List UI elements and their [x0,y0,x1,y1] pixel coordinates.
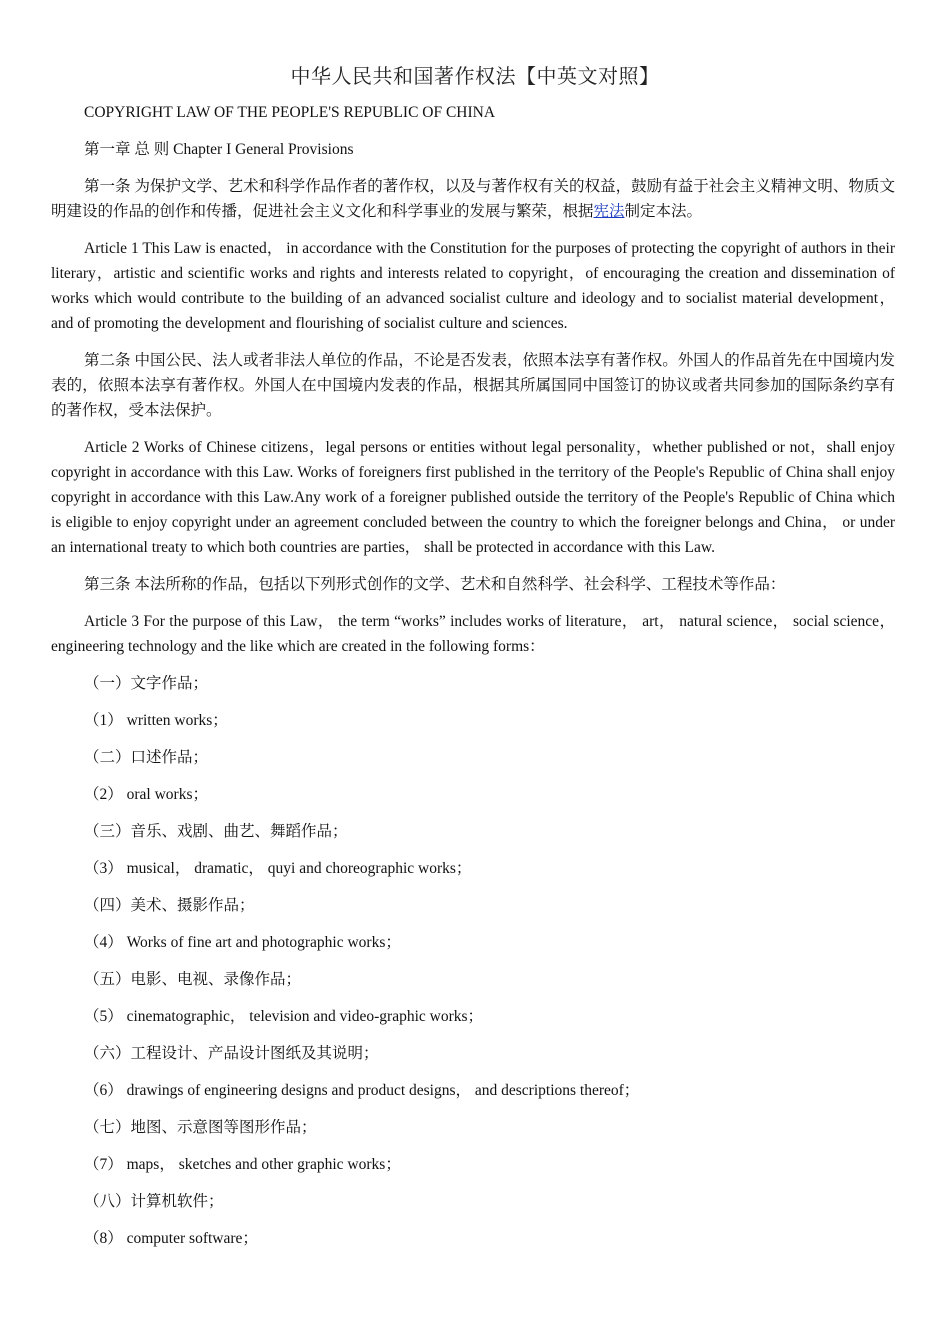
article-3-english: Article 3 For the purpose of this Law， the term “works” includes works of literature， art， natural science， social science， engineering technology and the like which are created in the following forms： [51,613,895,655]
english-title: COPYRIGHT LAW OF THE PEOPLE'S REPUBLIC OF CHINA [84,104,496,121]
article-2-chinese: 第二条 中国公民、法人或者非法人单位的作品，不论是否发表，依照本法享有著作权。外国人的作品首先在中国境内发表的，依照本法享有著作权。外国人在中国境内发表的作品，根据其所属国同中国签订的协议或者共同参加的国际条约享有的著作权，受本法保护。 [51,352,895,419]
list-item: （七）地图、示意图等图形作品； [84,1119,317,1136]
list-item: （6） drawings of engineering designs and product designs， and descriptions thereof； [84,1082,640,1099]
list-item: （4） Works of fine art and photographic works； [84,934,401,951]
list-item: （3） musical， dramatic， quyi and choreographic works； [84,860,472,877]
list-item: （一）文字作品； [84,675,209,692]
constitution-link[interactable]: 宪法 [593,203,625,220]
article-3-chinese: 第三条 本法所称的作品，包括以下列形式创作的文学、艺术和自然科学、社会科学、工程技术等作品： [84,576,786,593]
list-item: （二）口述作品； [84,749,209,766]
list-item: （1） written works； [84,712,228,729]
article-1-chinese [51,174,895,224]
list-item: （5） cinematographic， television and video-graphic works； [84,1008,484,1025]
list-item: （五）电影、电视、录像作品； [84,971,302,988]
article-2-english: Article 2 Works of Chinese citizens，legal persons or entities without legal personality，whether published or not，shall enjoy copyright in accordance with this Law. Works of foreigners first published in the territory of the People's Republic of China shall enjoy copyright in accordance with this Law.Any work of a foreigner published outside the territory of the People's Republic of China which is eligible to enjoy copyright under an agreement concluded between the country to which the foreigner belongs and China， or under an international treaty to which both countries are parties， shall be protected in accordance with this Law. [51,439,895,556]
list-item: （八）计算机软件； [84,1193,224,1210]
article-1-english: Article 1 This Law is enacted， in accordance with the Constitution for the purposes of protecting the copyright of authors in their literary，artistic and scientific works and rights and interests related to copyright，of encouraging the creation and dissemination of works which would contribute to the building of an advanced socialist culture and ideology and to socialist material development， and of promoting the development and flourishing of socialist culture and sciences. [51,240,895,332]
document-body [51,100,895,1263]
list-item: （三）音乐、戏剧、曲艺、舞蹈作品； [84,823,348,840]
chapter-heading: 第一章 总 则 Chapter I General Provisions [84,141,354,158]
list-item: （8） computer software； [84,1230,258,1247]
article-1-chinese-text-before: 第一条 为保护文学、艺术和科学作品作者的著作权，以及与著作权有关的权益，鼓励有益于社会主义精神文明、物质文明建设的作品的创作和传播，促进社会主义文化和科学事业的发展与繁荣，根据 [51,178,895,220]
article-1-chinese-text-after: 制定本法。 [624,203,703,220]
list-item: （7） maps， sketches and other graphic works； [84,1156,401,1173]
list-item: （四）美术、摄影作品； [84,897,255,914]
list-item: （2） oral works； [84,786,208,803]
list-item: （六）工程设计、产品设计图纸及其说明； [84,1045,379,1062]
document-title: 中华人民共和国著作权法【中英文对照】 [290,64,660,88]
